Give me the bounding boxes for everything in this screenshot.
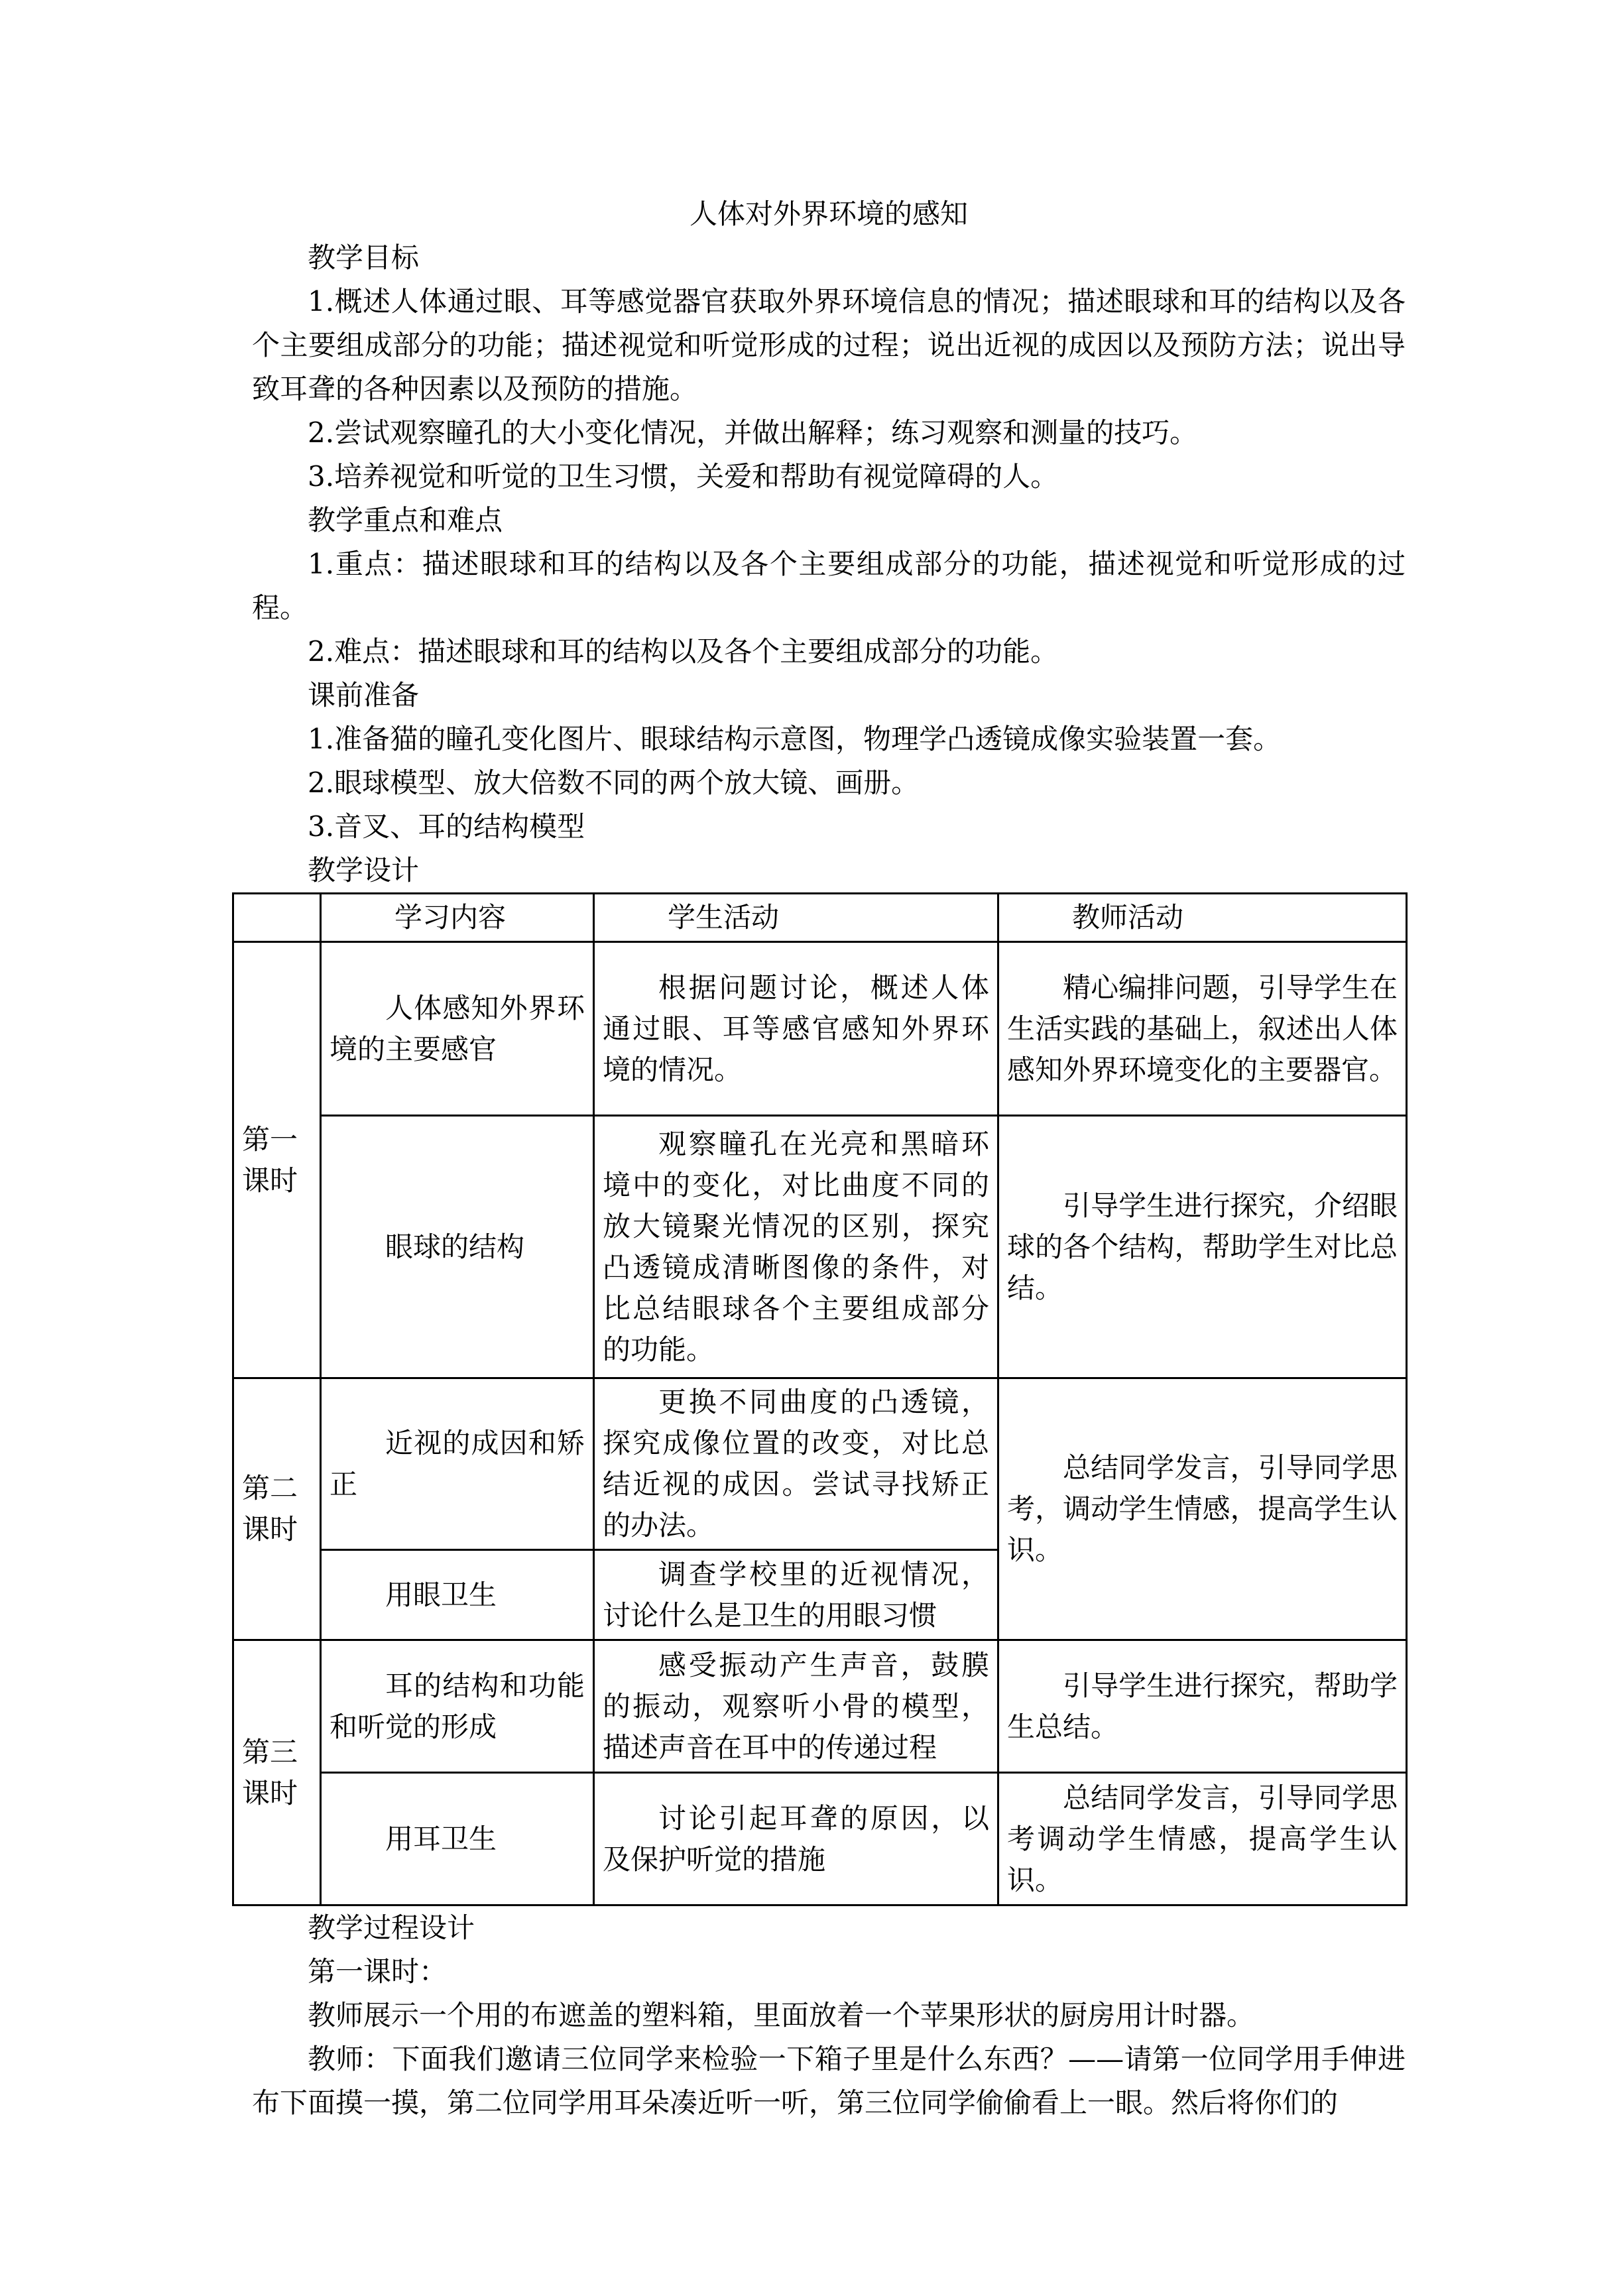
preparation-item: 3.音叉、耳的结构模型	[308, 810, 585, 843]
table-header-row	[233, 894, 1407, 942]
page-title: 人体对外界环境的感知	[689, 198, 968, 230]
lesson-label: 第一课时：	[308, 1955, 448, 1988]
teacher-activity-cell: 引导学生进行探究，介绍眼球的各个结构，帮助学生对比总结。	[998, 1116, 1407, 1378]
teacher-activity-cell: 引导学生进行探究，帮助学生总结。	[998, 1640, 1407, 1773]
table-row	[233, 942, 1407, 1116]
teacher-activity-cell: 精心编排问题，引导学生在生活实践的基础上，叙述出人体感知外界环境变化的主要器官。	[998, 942, 1407, 1116]
period-cell: 第三课时	[233, 1640, 321, 1905]
table-row	[233, 1378, 1407, 1550]
teacher-activity-cell: 总结同学发言，引导同学思考，调动学生情感，提高学生认识。	[998, 1378, 1407, 1640]
content-cell: 耳的结构和功能和听觉的形成	[321, 1640, 594, 1773]
table-row	[233, 1640, 1407, 1773]
content-cell: 用眼卫生	[321, 1550, 594, 1640]
objective-item: 3.培养视觉和听觉的卫生习惯，关爱和帮助有视觉障碍的人。	[308, 460, 1059, 493]
table-row	[233, 1116, 1407, 1378]
student-activity-cell: 调查学校里的近视情况，讨论什么是卫生的用眼习惯	[594, 1550, 998, 1640]
table-header-cell: 学生活动	[594, 894, 998, 942]
student-activity-cell: 感受振动产生声音，鼓膜的振动，观察听小骨的模型，描述声音在耳中的传递过程	[594, 1640, 998, 1773]
table-header-cell	[233, 894, 321, 942]
objectives-heading: 教学目标	[308, 241, 420, 274]
teacher-activity-cell: 总结同学发言，引导同学思考调动学生情感，提高学生认识。	[998, 1773, 1407, 1905]
student-activity-cell: 根据问题讨论，概述人体通过眼、耳等感官感知外界环境的情况。	[594, 942, 998, 1116]
student-activity-cell: 讨论引起耳聋的原因，以及保护听觉的措施	[594, 1773, 998, 1905]
process-paragraph: 教师：下面我们邀请三位同学来检验一下箱子里是什么东西？——请第一位同学用手伸进布下面摸一摸，第二位同学用耳朵凑近听一听，第三位同学偷偷看上一眼。然后将你们的	[252, 2043, 1406, 2119]
content-cell: 眼球的结构	[321, 1116, 594, 1378]
objective-item: 1.概述人体通过眼、耳等感觉器官获取外界环境信息的情况；描述眼球和耳的结构以及各个主要组成部分的功能；描述视觉和听觉形成的过程；说出近视的成因以及预防方法；说出导致耳聋的各种因素以及预防的措施。	[252, 285, 1406, 405]
key-point-item: 2.难点：描述眼球和耳的结构以及各个主要组成部分的功能。	[308, 635, 1059, 668]
process-paragraph: 教师展示一个用的布遮盖的塑料箱，里面放着一个苹果形状的厨房用计时器。	[308, 1999, 1255, 2031]
preparation-item: 2.眼球模型、放大倍数不同的两个放大镜、画册。	[308, 766, 920, 799]
key-point-item: 1.重点：描述眼球和耳的结构以及各个主要组成部分的功能，描述视觉和听觉形成的过程。	[252, 548, 1406, 624]
student-activity-cell: 更换不同曲度的凸透镜，探究成像位置的改变，对比总结近视的成因。尝试寻找矫正的办法。	[594, 1378, 998, 1550]
teaching-design-table	[232, 892, 1408, 1906]
process-heading: 教学过程设计	[308, 1911, 475, 1944]
preparation-item: 1.准备猫的瞳孔变化图片、眼球结构示意图，物理学凸透镜成像实验装置一套。	[308, 723, 1282, 755]
preparation-heading: 课前准备	[308, 679, 420, 711]
content-cell: 用耳卫生	[321, 1773, 594, 1905]
table-row	[233, 1773, 1407, 1905]
table-header-cell: 教师活动	[998, 894, 1407, 942]
objective-item: 2.尝试观察瞳孔的大小变化情况，并做出解释；练习观察和测量的技巧。	[308, 416, 1198, 449]
student-activity-cell: 观察瞳孔在光亮和黑暗环境中的变化，对比曲度不同的放大镜聚光情况的区别，探究凸透镜成清晰图像的条件，对比总结眼球各个主要组成部分的功能。	[594, 1116, 998, 1378]
content-cell: 人体感知外界环境的主要感官	[321, 942, 594, 1116]
design-heading: 教学设计	[308, 854, 420, 886]
content-cell: 近视的成因和矫正	[321, 1378, 594, 1550]
document-content	[242, 192, 1406, 2125]
key-points-heading: 教学重点和难点	[308, 504, 503, 536]
period-cell: 第一课时	[233, 942, 321, 1378]
period-cell: 第二课时	[233, 1378, 321, 1640]
table-header-cell: 学习内容	[321, 894, 594, 942]
